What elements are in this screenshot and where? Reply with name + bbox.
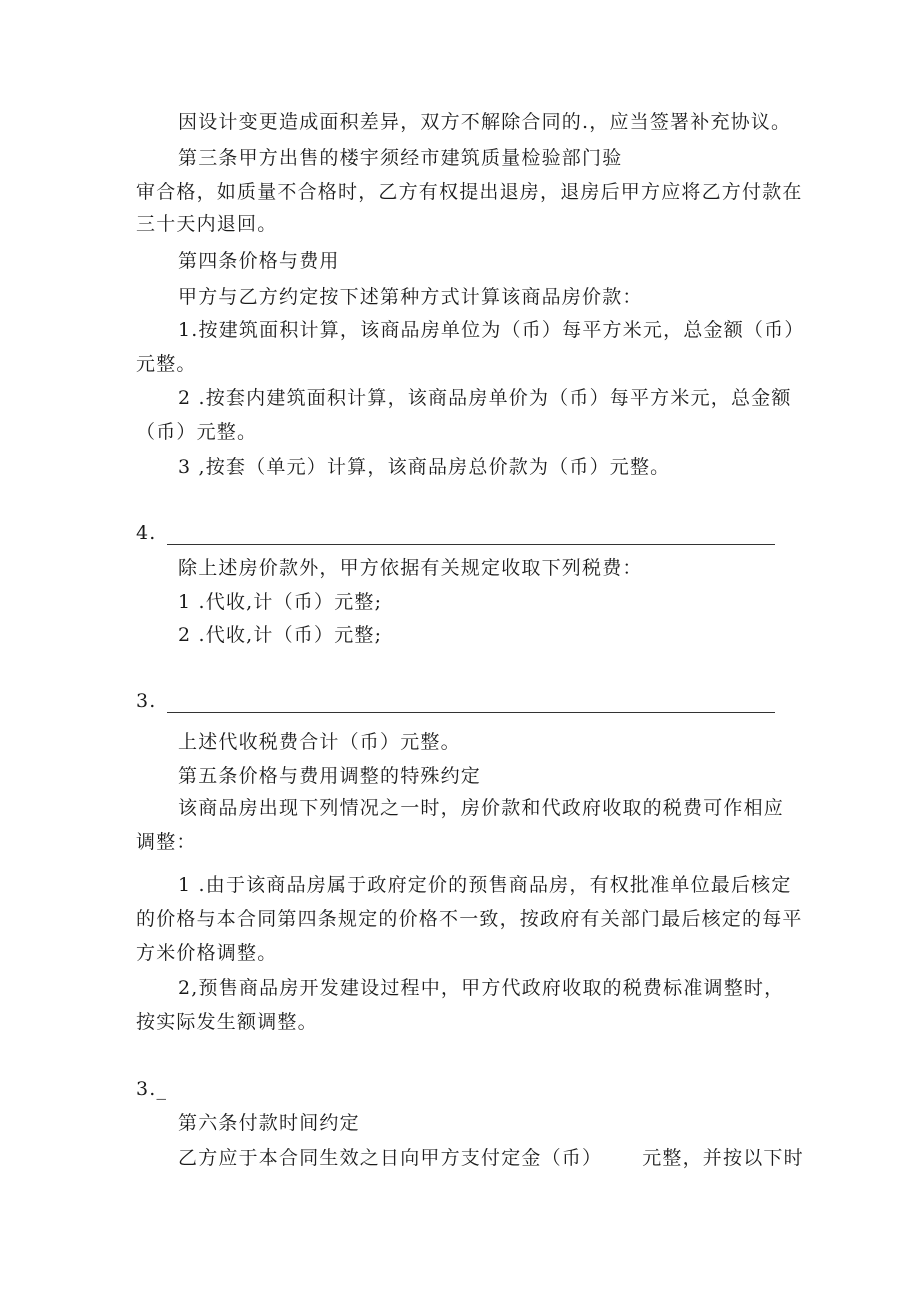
article-5-item-1: 1 .由于该商品房属于政府定价的预售商品房，有权批准单位最后核定 bbox=[178, 874, 792, 896]
article-4-item-1-cont: 元整。 bbox=[136, 353, 197, 375]
article-5-intro: 该商品房出现下列情况之一时，房价款和代政府收取的税费可作相应 bbox=[178, 797, 785, 819]
article-6-heading: 第六条付款时间约定 bbox=[178, 1112, 360, 1134]
article-4-item-2-cont: （币）元整。 bbox=[136, 421, 258, 443]
article-3-line-3: 三十天内退回。 bbox=[136, 213, 278, 235]
article-4-item-4-label: 4. bbox=[136, 522, 157, 544]
tax-total: 上述代收税费合计（币）元整。 bbox=[178, 731, 461, 753]
tax-item-3-row bbox=[136, 689, 775, 713]
blank-line bbox=[167, 698, 775, 713]
article-3-line-2: 审合格，如质量不合格时，乙方有权提出退房，退房后甲方应将乙方付款在 bbox=[136, 181, 803, 203]
article-3-heading: 第三条甲方出售的楼宇须经市建筑质量检验部门验 bbox=[178, 147, 623, 169]
tax-item-2: 2 .代收,计（币）元整; bbox=[178, 624, 383, 646]
article-4-item-1: 1.按建筑面积计算，该商品房单位为（币）每平方米元，总金额（币） bbox=[178, 319, 805, 341]
tax-item-3-label: 3. bbox=[136, 690, 157, 712]
article-5-item-2: 2,预售商品房开发建设过程中，甲方代政府收取的税费标准调整时， bbox=[178, 977, 785, 999]
article-6-deposit-tail: 元整，并按以下时 bbox=[642, 1147, 804, 1169]
article-4-item-4-row bbox=[136, 521, 775, 545]
article-5-item-2-cont: 按实际发生额调整。 bbox=[136, 1011, 318, 1033]
article-5-item-1-cont-1: 的价格与本合同第四条规定的价格不一致，按政府有关部门最后核定的每平 bbox=[136, 908, 803, 930]
article-6-line-1 bbox=[178, 1146, 804, 1170]
article-5-heading: 第五条价格与费用调整的特殊约定 bbox=[178, 765, 482, 787]
article-5-item-1-cont-2: 方米价格调整。 bbox=[136, 942, 278, 964]
article-6-deposit-text: 乙方应于本合同生效之日向甲方支付定金（币） bbox=[178, 1147, 603, 1169]
article-4-intro: 甲方与乙方约定按下述第种方式计算该商品房价款： bbox=[178, 286, 643, 308]
tax-intro: 除上述房价款外，甲方依据有关规定收取下列税费： bbox=[178, 557, 643, 579]
article-5-intro-cont: 调整： bbox=[136, 831, 197, 853]
article-4-heading: 第四条价格与费用 bbox=[178, 250, 340, 272]
para-area-difference: 因设计变更造成面积差异，双方不解除合同的.，应当签署补充协议。 bbox=[178, 111, 792, 133]
blank-line bbox=[167, 530, 775, 545]
tax-item-1: 1 .代收,计（币）元整; bbox=[178, 591, 383, 613]
article-5-item-3: 3._ bbox=[136, 1078, 168, 1100]
article-4-item-2: 2 .按套内建筑面积计算，该商品房单价为（币）每平方米元，总金额 bbox=[178, 387, 792, 409]
article-4-item-3: 3 ,按套（单元）计算，该商品房总价款为（币）元整。 bbox=[178, 456, 671, 478]
